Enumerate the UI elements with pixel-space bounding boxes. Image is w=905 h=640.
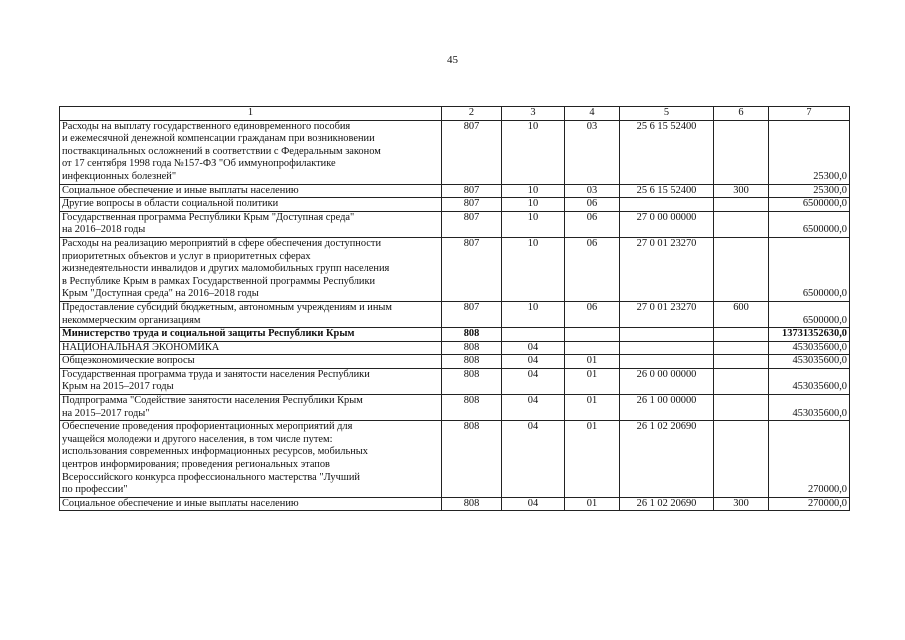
row-target-article-cell (620, 355, 714, 369)
row-section-cell: 04 (502, 341, 565, 355)
row-amount-cell: 6500000,0 (769, 198, 850, 212)
row-section-cell: 04 (502, 421, 565, 498)
row-target-article-cell: 27 0 01 23270 (620, 237, 714, 301)
row-code-cell: 808 (442, 421, 502, 498)
row-name-cell: НАЦИОНАЛЬНАЯ ЭКОНОМИКА (60, 341, 442, 355)
row-subsection-cell: 06 (565, 301, 620, 327)
table-row (60, 301, 850, 327)
header-cell: 1 (60, 107, 442, 121)
row-subsection-cell (565, 328, 620, 342)
row-section-cell: 04 (502, 355, 565, 369)
table-header-row (60, 107, 850, 121)
row-subsection-cell: 06 (565, 198, 620, 212)
row-code-cell: 807 (442, 211, 502, 237)
row-expense-type-cell: 600 (714, 301, 769, 327)
row-section-cell: 04 (502, 497, 565, 511)
table-row (60, 237, 850, 301)
row-target-article-cell: 26 0 00 00000 (620, 368, 714, 394)
row-code-cell: 807 (442, 184, 502, 198)
row-amount-cell: 6500000,0 (769, 301, 850, 327)
header-cell: 4 (565, 107, 620, 121)
row-subsection-cell: 03 (565, 120, 620, 184)
row-target-article-cell (620, 328, 714, 342)
row-code-cell: 807 (442, 198, 502, 212)
row-name-cell: Обеспечение проведения профориентационных мероприятий для учащейся молодежи и другого населения, в том числе путем: использования современных информационных ресурсов, мобильных центров информирования; проведения региональных этапов Всероссийского конкурса профессионального мастерства "Лучший по профессии" (60, 421, 442, 498)
row-amount-cell: 25300,0 (769, 184, 850, 198)
row-code-cell: 808 (442, 341, 502, 355)
table-row (60, 341, 850, 355)
row-name-cell: Министерство труда и социальной защиты Республики Крым (60, 328, 442, 342)
row-section-cell: 10 (502, 198, 565, 212)
row-section-cell: 04 (502, 368, 565, 394)
row-amount-cell: 6500000,0 (769, 211, 850, 237)
row-target-article-cell: 26 1 02 20690 (620, 497, 714, 511)
row-expense-type-cell (714, 237, 769, 301)
table-row (60, 421, 850, 498)
row-amount-cell: 453035600,0 (769, 355, 850, 369)
row-subsection-cell: 01 (565, 421, 620, 498)
row-amount-cell: 270000,0 (769, 497, 850, 511)
row-name-cell: Социальное обеспечение и иные выплаты населению (60, 184, 442, 198)
row-expense-type-cell (714, 368, 769, 394)
row-code-cell: 808 (442, 497, 502, 511)
row-name-cell: Государственная программа Республики Крым "Доступная среда" на 2016–2018 годы (60, 211, 442, 237)
row-section-cell: 10 (502, 120, 565, 184)
header-cell: 2 (442, 107, 502, 121)
row-expense-type-cell (714, 120, 769, 184)
row-name-cell: Государственная программа труда и занятости населения Республики Крым на 2015–2017 годы (60, 368, 442, 394)
header-cell: 5 (620, 107, 714, 121)
row-name-cell: Расходы на выплату государственного единовременного пособия и ежемесячной денежной компенсации гражданам при возникновении поствакцинальных осложнений в соответствии с Федеральным законом от 17 сентября 1998 года №157-ФЗ "Об иммунопрофилактике инфекционных болезней" (60, 120, 442, 184)
row-subsection-cell: 01 (565, 355, 620, 369)
table-row (60, 497, 850, 511)
row-subsection-cell: 01 (565, 395, 620, 421)
table-row (60, 328, 850, 342)
row-expense-type-cell (714, 198, 769, 212)
row-section-cell: 10 (502, 184, 565, 198)
row-target-article-cell: 26 1 02 20690 (620, 421, 714, 498)
row-subsection-cell: 01 (565, 497, 620, 511)
row-code-cell: 808 (442, 355, 502, 369)
row-target-article-cell: 25 6 15 52400 (620, 120, 714, 184)
row-name-cell: Подпрограмма "Содействие занятости населения Республики Крым на 2015–2017 годы" (60, 395, 442, 421)
row-expense-type-cell (714, 421, 769, 498)
table-row (60, 120, 850, 184)
row-subsection-cell: 01 (565, 368, 620, 394)
row-section-cell: 10 (502, 211, 565, 237)
row-subsection-cell: 06 (565, 211, 620, 237)
row-code-cell: 808 (442, 368, 502, 394)
row-target-article-cell (620, 341, 714, 355)
row-target-article-cell: 27 0 01 23270 (620, 301, 714, 327)
header-cell: 3 (502, 107, 565, 121)
row-expense-type-cell: 300 (714, 497, 769, 511)
row-amount-cell: 6500000,0 (769, 237, 850, 301)
row-expense-type-cell: 300 (714, 184, 769, 198)
row-target-article-cell: 26 1 00 00000 (620, 395, 714, 421)
row-code-cell: 808 (442, 328, 502, 342)
row-amount-cell: 270000,0 (769, 421, 850, 498)
row-subsection-cell: 06 (565, 237, 620, 301)
row-name-cell: Другие вопросы в области социальной политики (60, 198, 442, 212)
row-expense-type-cell (714, 395, 769, 421)
budget-table (59, 106, 850, 511)
table-row (60, 211, 850, 237)
row-amount-cell: 453035600,0 (769, 341, 850, 355)
row-subsection-cell (565, 341, 620, 355)
row-code-cell: 807 (442, 301, 502, 327)
table-row (60, 198, 850, 212)
row-section-cell: 10 (502, 237, 565, 301)
table-row (60, 368, 850, 394)
row-expense-type-cell (714, 341, 769, 355)
table-row (60, 395, 850, 421)
row-amount-cell: 453035600,0 (769, 368, 850, 394)
row-amount-cell: 25300,0 (769, 120, 850, 184)
row-section-cell: 10 (502, 301, 565, 327)
row-section-cell (502, 328, 565, 342)
row-name-cell: Социальное обеспечение и иные выплаты населению (60, 497, 442, 511)
row-name-cell: Общеэкономические вопросы (60, 355, 442, 369)
header-cell: 7 (769, 107, 850, 121)
row-expense-type-cell (714, 355, 769, 369)
row-code-cell: 808 (442, 395, 502, 421)
row-name-cell: Предоставление субсидий бюджетным, автономным учреждениям и иным некоммерческим организациям (60, 301, 442, 327)
row-amount-cell: 13731352630,0 (769, 328, 850, 342)
row-code-cell: 807 (442, 237, 502, 301)
row-expense-type-cell (714, 328, 769, 342)
table-row (60, 355, 850, 369)
row-expense-type-cell (714, 211, 769, 237)
row-target-article-cell: 27 0 00 00000 (620, 211, 714, 237)
table-row (60, 184, 850, 198)
header-cell: 6 (714, 107, 769, 121)
row-target-article-cell (620, 198, 714, 212)
row-target-article-cell: 25 6 15 52400 (620, 184, 714, 198)
row-amount-cell: 453035600,0 (769, 395, 850, 421)
page-number: 45 (447, 54, 458, 66)
row-name-cell: Расходы на реализацию мероприятий в сфере обеспечения доступности приоритетных объектов и услуг в приоритетных сферах жизнедеятельности инвалидов и других маломобильных групп населения в Республике Крым в рамках Государственной программы Республики Крым "Доступная среда" на 2016–2018 годы (60, 237, 442, 301)
row-code-cell: 807 (442, 120, 502, 184)
row-section-cell: 04 (502, 395, 565, 421)
row-subsection-cell: 03 (565, 184, 620, 198)
